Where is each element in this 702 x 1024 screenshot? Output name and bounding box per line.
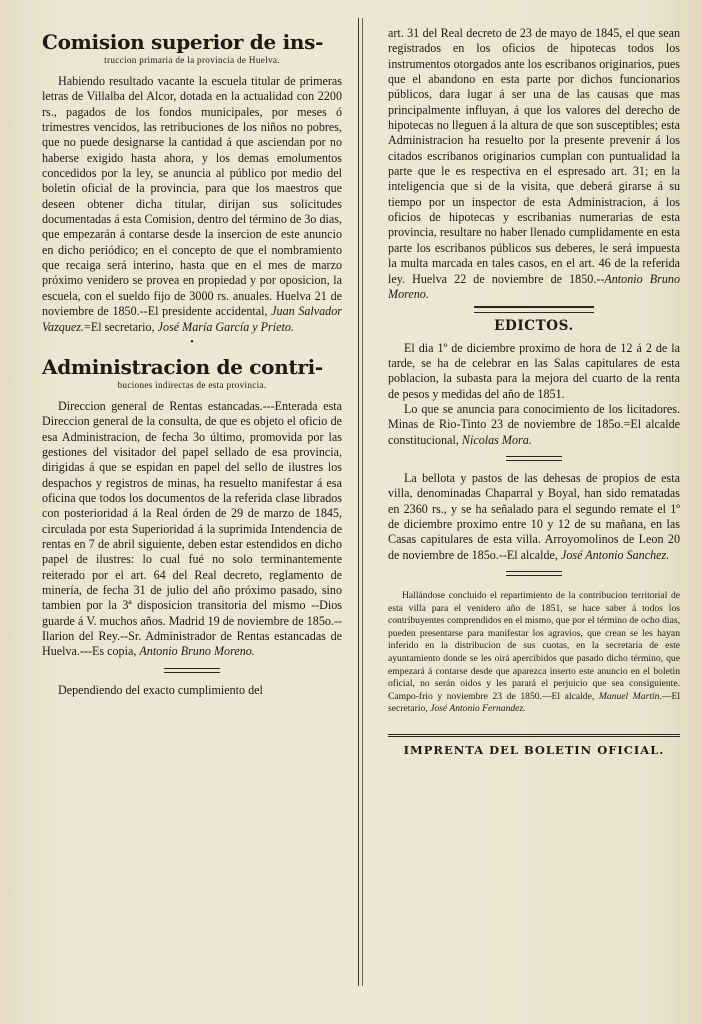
right-column [388,26,680,758]
ornament-double-rule [474,306,594,313]
edicto1-paragraph1: El dia 1º de diciembre proximo de hora de 12 á 2 de la tarde, se ha de celebrar en las Salas capitulares de esta poblacion, la subasta para la mejora del cuarto de la renta de pesos y medidas del año de 1851. [388,340,680,401]
continuation-signature: Antonio Bruno Moreno. [388,271,680,301]
edicto1-paragraph2 [388,402,680,448]
notice-block [388,590,680,716]
section1-signature-separator: =El secretario, [84,319,155,334]
section1-signature-president: Juan Salvador Vazquez. [42,304,342,334]
ornament-bullet: • [190,336,194,348]
notice-signature-alcalde: Manuel Martin [598,690,660,702]
section1-title: Comision superior de ins- [42,30,324,54]
section2-signature: Antonio Bruno Moreno. [139,644,255,659]
continuation-paragraph [388,26,680,302]
ornament-rule [506,571,562,576]
section1-subtitle: truccion primaria de la provincia de Huelva. [104,55,280,65]
edictos-title: EDICTOS. [494,318,574,335]
edicto1-signature: Nicolas Mora. [461,432,532,447]
ornament-rule [164,668,220,673]
imprenta-footer: IMPRENTA DEL BOLETIN OFICIAL. [388,734,680,758]
section1-body: Habiendo resultado vacante la escuela titular de primeras letras de Villalba del Alcor, dotada en la actualidad con 2200 rs., pagados de los fondos municipales, por meses ó trimestres vencidos, las retribuciones de los niños no pobres, que no puede designarse la cantidad á que asciendan por no haberse exigido hasta ahora, y los demas emolumentos concedidos por la ley, se anuncia al público por medio del boletin oficial de la provincia, para que los maestros que deseen obtener dicha titular, dirijan sus solicitudes documentadas á esta Comision, dentro del término de 3o dias, que empezarán á contarse desde la insercion de este anuncio en dicho periódico; en el concepto de que el nombramiento que recaiga será interino, hasta que en el mes de marzo próximo venidero se provea en propiedad y por oposicion, la escuela, con el sueldo fijo de 3000 rs. anuales. Huelva 21 de noviembre de 1850.--El presidente accidental, [42,74,342,319]
section2-title: Administracion de contri- [42,354,323,379]
notice-signature-secretary: José Antonio Fernandez. [430,703,526,715]
section1-paragraph [42,74,342,335]
edicto2-signature: José Antonio Sanchez. [560,547,670,562]
edicto2-body: La bellota y pastos de las dehesas de propios de esta villa, denominadas Chaparral y Boyal, han sido rematadas en 2360 rs., y se ha señalado para el segundo remate el 1º de diciembre proximo entre 10 y 12 de su mañana, en las Casas capitulares de esta villa. Arroyomolinos de Leon 20 de noviembre de 185o.--El alcalde, [388,470,680,562]
notice-signature-separator: .—El secretario, [388,690,680,715]
notice-paragraph [388,590,680,716]
notice-body: Hallándose concluido el repartimiento de la contribucion territorial de esta villa para el venidero año de 1851, se hace saber á todos los contribuyentes comprendidos en el mismo, que por el término de ocho dias, pueden presentarse para manifestar los agravios, que crean se les hayan inferido en la distribucion de sus cuotas, en la secretaría de este ayuntamiento donde se les oirá apercibidos que pasado dicho término, que empezará á contarse desde que aparezca inserto este anuncio en el boletin oficial, no serán oidos y les parará el perjuicio que sea consiguiente. Campo-frio y noviembre 23 de 1850.—El alcalde, [388,590,680,702]
edicto1-body: Lo que se anuncia para conocimiento de los licitadores. Minas de Rio-Tinto 23 de noviembre de 185o.=El alcalde constitucional, [388,401,680,447]
left-column [42,26,342,698]
section2-body: Direccion general de Rentas estancadas.---Enterada esta Direccion general de la consulta, de que es objeto el oficio de esa Administracion, de fecha 3o último, promovida por las gestiones del visitador del papel sellado de esa provincia, dirigidas á que se espidan en papel del sello de ilustres los despachos y registros de minas, ha resuelto manifestar á esa oficina que todos los documentos de la referida clase librados con posterioridad á la Real órden de 29 de marzo de 1845, circulada por esta Superioridad á la suprimida Intendencia de rentas en 7 de abril siguiente, deben estar estendidos en dicho papel de ilustres: lo cual fué no solo terminantemente reiterado por el art. 64 del Real decreto, reglamento de minería, de fecha 31 de julio del año próximo pasado, sino tambien por la 3ª disposicion transitoria del mismo --Dios guarde á V. muchos años. Madrid 19 de noviembre de 185o.--Ilarion del Rey.--Sr. Administrador de Rentas estancadas de Huelva.---Es copia, [42,398,342,659]
continuation-body: art. 31 del Real decreto de 23 de mayo de 1845, el que sean registrados en los oficios de hipotecas todos los instrumentos otorgados ante los escribanos originarios, pues que el abandono en esta parte por dichos funcionarios públicos, dara lugar á ser una de las causas que mas principalmente influyan, á que los valores del derecho de hipotecas no lleguen á la altura de que son susceptibles; esta Administracion ha resuelto por la presente prevenir á los citados escribanos originarios cumplan con puntualidad la parte que le es respectiva en el espresado art. 31; en la inteligencia que si de la visita, que deberá girarse á su tiempo por un inspector de esta Administracion, á los oficios de hipotecas y escribanias numerarias de esta provincia, resultare no haber llenado cumplidamente en esta parte los escribanos públicos sus deberes, le será impuesta la multa marcada en tales casos, en el art. 46 de la referida ley. Huelva 22 de noviembre de 1850.-- [388,26,680,286]
ornament-rule [506,456,562,461]
section3-start: Dependiendo del exacto cumplimiento del [58,682,263,697]
section2-subtitle: buciones indirectas de esta provincia. [117,379,267,390]
column-divider [358,18,359,986]
edicto2-paragraph [388,471,680,563]
column-divider-inner [362,18,363,986]
section1-signature-secretary: José María García y Prieto. [157,319,294,334]
section2-paragraph [42,399,342,660]
